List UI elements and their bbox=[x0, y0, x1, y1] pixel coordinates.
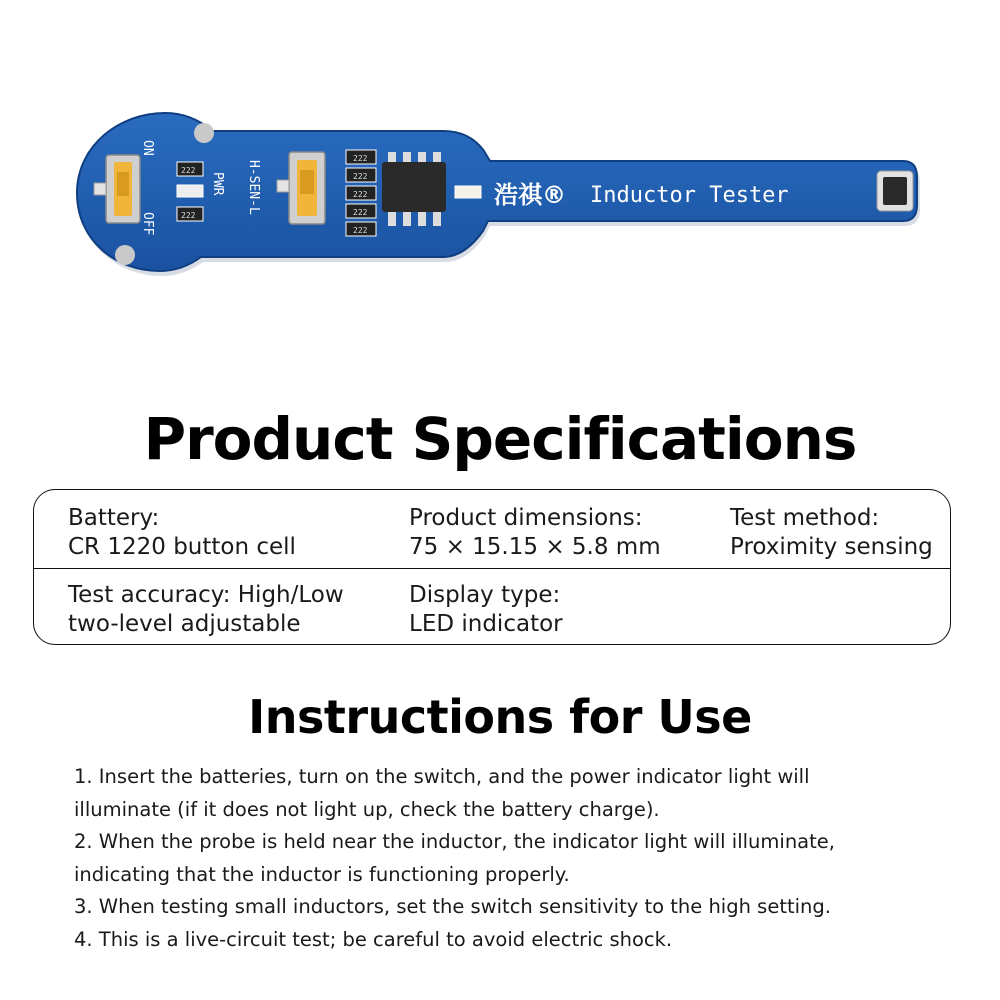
spec-label: Display type: bbox=[409, 582, 561, 608]
silk-off: OFF bbox=[140, 212, 155, 236]
svg-text:222: 222 bbox=[181, 211, 196, 220]
instruction-line: 1. Insert the batteries, turn on the switch, and the power indicator light will bbox=[74, 765, 810, 788]
product-name: Inductor Tester bbox=[590, 183, 789, 208]
instruction-line: 4. This is a live-circuit test; be careful to avoid electric shock. bbox=[74, 927, 673, 951]
spec-display bbox=[409, 581, 563, 639]
smd-resistor bbox=[346, 150, 376, 164]
product-image bbox=[0, 0, 1000, 300]
instruction-line: indicating that the inductor is functioning properly. bbox=[74, 862, 570, 886]
pwr-led bbox=[177, 185, 203, 197]
spec-value: two-level adjustable bbox=[68, 611, 301, 637]
svg-text:222: 222 bbox=[353, 154, 368, 163]
spec-label: Battery: bbox=[68, 505, 160, 531]
svg-text:222: 222 bbox=[181, 166, 196, 175]
spec-accuracy bbox=[68, 581, 344, 639]
smd-resistor bbox=[346, 186, 376, 200]
spec-value: 75 × 15.15 × 5.8 mm bbox=[409, 534, 661, 560]
specifications-heading: Product Specifications bbox=[143, 405, 857, 473]
spec-dimensions bbox=[409, 504, 661, 562]
specifications-table bbox=[33, 489, 951, 645]
spec-value: LED indicator bbox=[409, 611, 563, 637]
svg-text:222: 222 bbox=[353, 172, 368, 181]
solder-pad bbox=[194, 123, 214, 143]
table-divider bbox=[34, 568, 950, 569]
instruction-line: illuminate (if it does not light up, check the battery charge). bbox=[74, 797, 660, 821]
silk-on: ON bbox=[140, 140, 155, 156]
silk-sens: H-SEN-L bbox=[246, 160, 261, 215]
spec-battery bbox=[68, 504, 296, 562]
indicator-led bbox=[455, 186, 481, 198]
spec-method bbox=[730, 504, 933, 562]
silk-pwr: PWR bbox=[210, 172, 225, 196]
spec-value: Proximity sensing bbox=[730, 534, 933, 560]
spec-label: Test accuracy: High/Low bbox=[68, 582, 344, 608]
svg-text:222: 222 bbox=[353, 190, 368, 199]
spec-label: Product dimensions: bbox=[409, 505, 643, 531]
spec-label: Test method: bbox=[730, 505, 880, 531]
spec-value: CR 1220 button cell bbox=[68, 534, 296, 560]
svg-text:222: 222 bbox=[353, 226, 368, 235]
instructions-list bbox=[74, 761, 944, 956]
instruction-line: 3. When testing small inductors, set the switch sensitivity to the high setting. bbox=[74, 895, 831, 918]
brand-mark: 浩祺® bbox=[494, 181, 566, 209]
smd-resistor bbox=[177, 162, 203, 176]
smd-resistor bbox=[346, 204, 376, 218]
smd-resistor bbox=[177, 207, 203, 221]
smd-resistor bbox=[346, 168, 376, 182]
smd-resistor bbox=[346, 222, 376, 236]
solder-pad bbox=[115, 245, 135, 265]
instruction-line: 2. When the probe is held near the inductor, the indicator light will illuminate, bbox=[74, 830, 835, 853]
instructions-heading: Instructions for Use bbox=[248, 690, 752, 744]
svg-text:222: 222 bbox=[353, 208, 368, 217]
